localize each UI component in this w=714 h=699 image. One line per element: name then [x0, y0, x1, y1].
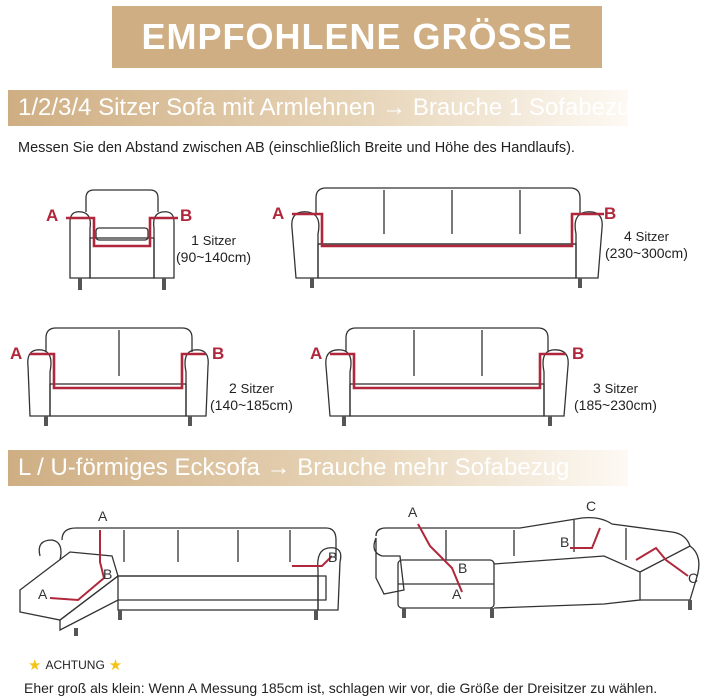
- point-c-label: C: [688, 570, 699, 586]
- point-a-label: A: [272, 204, 285, 223]
- point-a-label: A: [46, 206, 59, 225]
- warning-heading: [28, 656, 122, 674]
- point-b-label: B: [103, 566, 113, 582]
- sofa-1-caption: [176, 232, 251, 266]
- point-a-label: A: [38, 586, 48, 602]
- measure-instruction: Messen Sie den Abstand zwischen AB (einschließlich Breite und Höhe des Handlaufs).: [18, 140, 575, 156]
- point-b-label: B: [604, 204, 617, 223]
- section-heading-text: L / U-förmiges Ecksofa → Brauche mehr Sofabezug: [18, 454, 570, 481]
- title-banner: [112, 6, 602, 68]
- point-b-label: B: [458, 560, 468, 576]
- seat-count: 3: [592, 380, 601, 396]
- seat-word: Sitzer: [240, 381, 274, 396]
- star-icon: ★: [28, 657, 42, 674]
- seat-word: Sitzer: [202, 233, 236, 248]
- point-b-label: B: [560, 534, 570, 550]
- point-a-label: A: [452, 586, 462, 602]
- seat-count: 2: [228, 380, 237, 396]
- seat-word: Sitzer: [635, 229, 669, 244]
- section-heading-text: 1/2/3/4 Sitzer Sofa mit Armlehnen → Brauche 1 Sofabezug: [18, 94, 644, 121]
- sofa-4-caption: [605, 228, 688, 262]
- point-a-label: A: [310, 344, 323, 363]
- point-a-label: A: [408, 504, 418, 520]
- seat-count: 4: [623, 228, 632, 244]
- size-range: (140~185cm): [210, 397, 293, 413]
- size-range: (230~300cm): [605, 245, 688, 261]
- section-heading-corner-sofa: [8, 450, 628, 486]
- seat-count: 1: [191, 232, 199, 248]
- sofa-2-caption: [210, 380, 293, 414]
- sofa-3-caption: [574, 380, 657, 414]
- seat-word: Sitzer: [604, 381, 638, 396]
- point-b-label: B: [572, 344, 585, 363]
- section-heading-armrest-sofa: [8, 90, 644, 126]
- page-title: EMPFOHLENE GRÖSSE: [141, 16, 573, 57]
- point-a-label: A: [98, 508, 108, 524]
- point-b-label: B: [328, 549, 338, 565]
- size-range: (185~230cm): [574, 397, 657, 413]
- warning-label: ACHTUNG: [45, 658, 105, 672]
- size-range: (90~140cm): [176, 249, 252, 265]
- point-b-label: B: [180, 206, 193, 225]
- star-icon: ★: [108, 657, 123, 674]
- point-a-label: A: [10, 344, 23, 363]
- point-b-label: B: [212, 344, 225, 363]
- warning-text: Eher groß als klein: Wenn A Messung 185cm ist, schlagen wir vor, die Größe der Dreisitzer zu wählen.: [24, 680, 658, 696]
- point-c-label: C: [586, 498, 597, 514]
